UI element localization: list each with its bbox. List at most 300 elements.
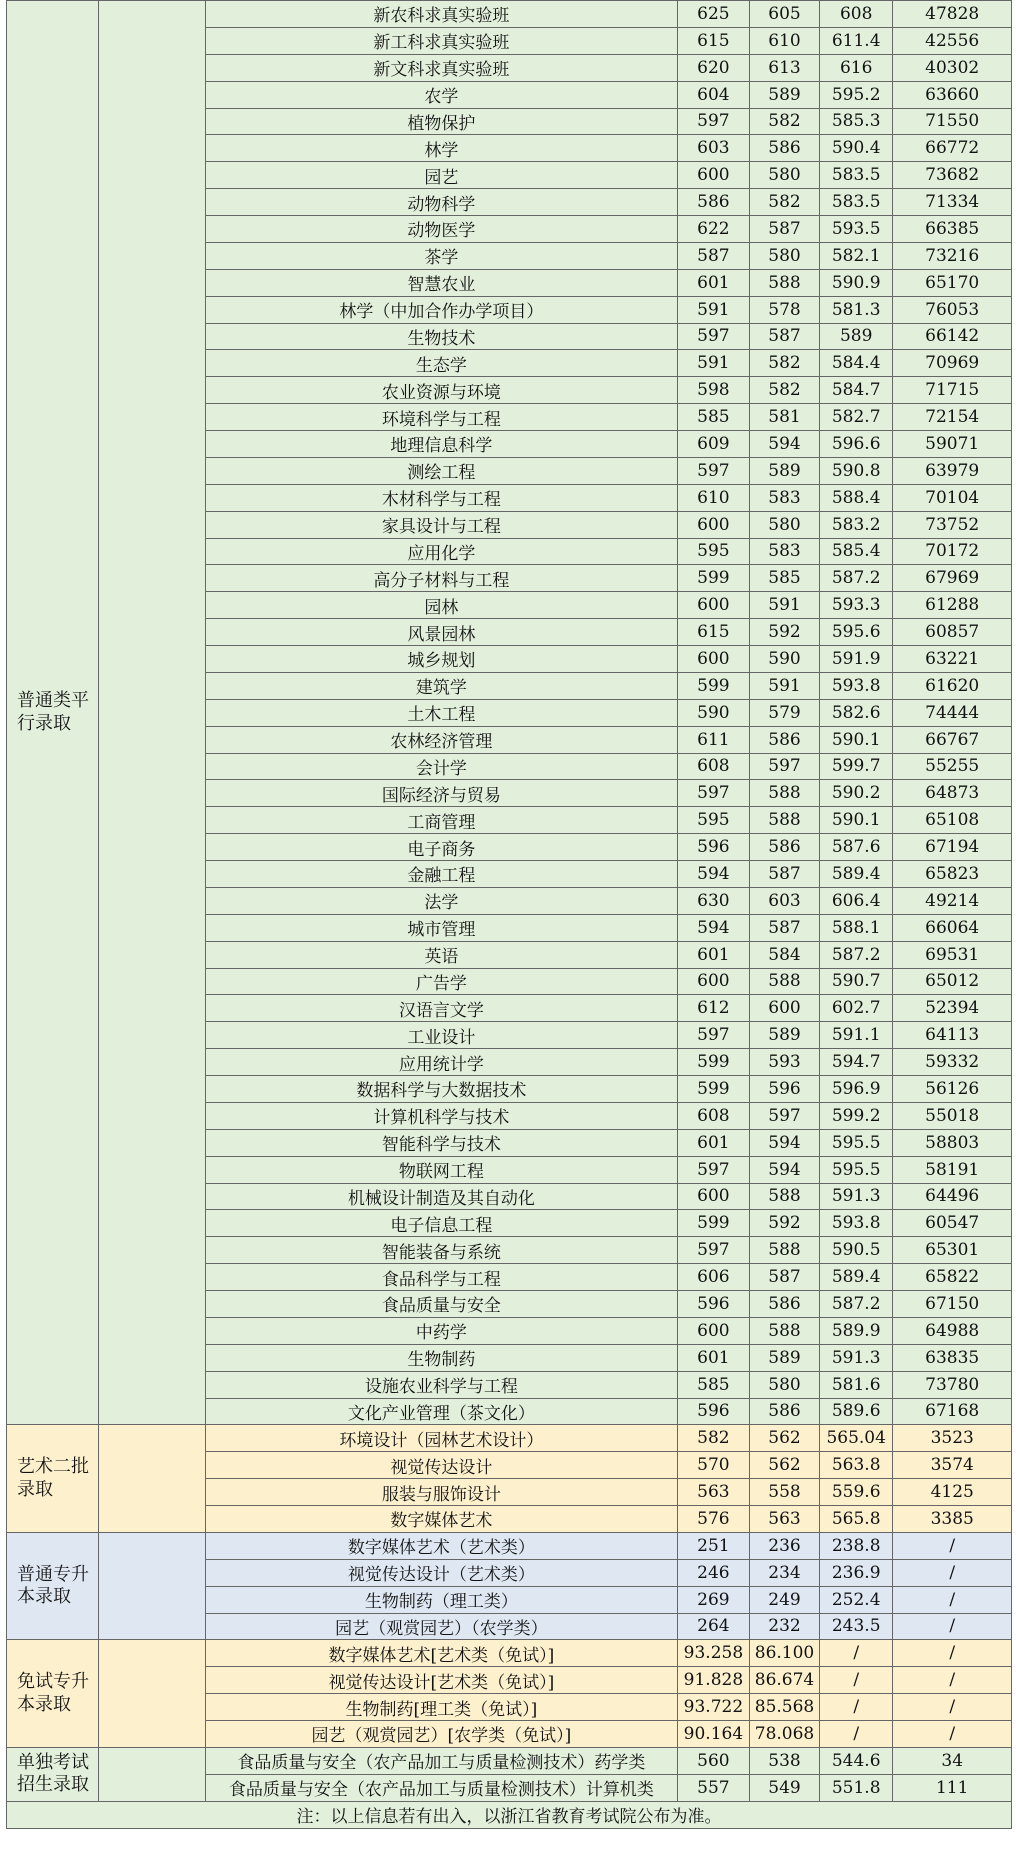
- min-score-cell: 578: [750, 296, 820, 323]
- major-cell: 食品质量与安全: [206, 1291, 678, 1318]
- major-cell: 园艺（观赏园艺）[农学类（免试）]: [206, 1721, 678, 1748]
- major-cell: 园林: [206, 592, 678, 619]
- rank-cell: 66772: [893, 135, 1012, 162]
- footnote-text: 注：以上信息若有出入，以浙江省教育考试院公布为准。: [7, 1801, 1012, 1828]
- avg-score-cell: 565.8: [819, 1506, 892, 1533]
- min-score-cell: 588: [750, 780, 820, 807]
- min-score-cell: 586: [750, 1291, 820, 1318]
- rank-cell: 72154: [893, 404, 1012, 431]
- min-score-cell: 588: [750, 968, 820, 995]
- rank-cell: 55018: [893, 1102, 1012, 1129]
- max-score-cell: 90.164: [677, 1721, 749, 1748]
- max-score-cell: 585: [677, 1371, 749, 1398]
- major-cell: 高分子材料与工程: [206, 565, 678, 592]
- major-cell: 生物技术: [206, 323, 678, 350]
- min-score-cell: 586: [750, 1398, 820, 1425]
- avg-score-cell: 583.2: [819, 511, 892, 538]
- max-score-cell: 597: [677, 108, 749, 135]
- avg-score-cell: 591.9: [819, 646, 892, 673]
- min-score-cell: 234: [750, 1559, 820, 1586]
- major-cell: 园艺（观赏园艺）（农学类）: [206, 1613, 678, 1640]
- major-cell: 设施农业科学与工程: [206, 1371, 678, 1398]
- min-score-cell: 587: [750, 323, 820, 350]
- avg-score-cell: 544.6: [819, 1747, 892, 1774]
- rank-cell: 66142: [893, 323, 1012, 350]
- max-score-cell: 603: [677, 135, 749, 162]
- min-score-cell: 562: [750, 1425, 820, 1452]
- major-cell: 农业资源与环境: [206, 377, 678, 404]
- avg-score-cell: 559.6: [819, 1479, 892, 1506]
- min-score-cell: 586: [750, 726, 820, 753]
- rank-cell: 3574: [893, 1452, 1012, 1479]
- min-score-cell: 587: [750, 914, 820, 941]
- max-score-cell: 622: [677, 216, 749, 243]
- major-cell: 英语: [206, 941, 678, 968]
- min-score-cell: 587: [750, 216, 820, 243]
- rank-cell: 69531: [893, 941, 1012, 968]
- max-score-cell: 582: [677, 1425, 749, 1452]
- max-score-cell: 246: [677, 1559, 749, 1586]
- avg-score-cell: 599.7: [819, 753, 892, 780]
- major-cell: 农林经济管理: [206, 726, 678, 753]
- min-score-cell: 597: [750, 1102, 820, 1129]
- rank-cell: 63979: [893, 457, 1012, 484]
- major-cell: 计算机科学与技术: [206, 1102, 678, 1129]
- avg-score-cell: 589.6: [819, 1398, 892, 1425]
- rank-cell: 61620: [893, 672, 1012, 699]
- rank-cell: 70172: [893, 538, 1012, 565]
- rank-cell: 4125: [893, 1479, 1012, 1506]
- avg-score-cell: 551.8: [819, 1774, 892, 1801]
- max-score-cell: 563: [677, 1479, 749, 1506]
- min-score-cell: 563: [750, 1506, 820, 1533]
- major-cell: 应用统计学: [206, 1049, 678, 1076]
- max-score-cell: 597: [677, 457, 749, 484]
- table-row: [7, 1, 1012, 28]
- avg-score-cell: 593.3: [819, 592, 892, 619]
- major-cell: 电子商务: [206, 834, 678, 861]
- min-score-cell: 582: [750, 350, 820, 377]
- avg-score-cell: 581.6: [819, 1371, 892, 1398]
- max-score-cell: 596: [677, 834, 749, 861]
- major-cell: 物联网工程: [206, 1156, 678, 1183]
- min-score-cell: 594: [750, 1129, 820, 1156]
- rank-cell: 65823: [893, 861, 1012, 888]
- avg-score-cell: 587.2: [819, 1291, 892, 1318]
- max-score-cell: 601: [677, 1344, 749, 1371]
- rank-cell: 3523: [893, 1425, 1012, 1452]
- max-score-cell: 591: [677, 296, 749, 323]
- avg-score-cell: 589.4: [819, 1264, 892, 1291]
- major-cell: 数据科学与大数据技术: [206, 1076, 678, 1103]
- min-score-cell: 586: [750, 834, 820, 861]
- max-score-cell: 610: [677, 484, 749, 511]
- rank-cell: 76053: [893, 296, 1012, 323]
- min-score-cell: 86.100: [750, 1640, 820, 1667]
- min-score-cell: 585: [750, 565, 820, 592]
- major-cell: 植物保护: [206, 108, 678, 135]
- footnote-row: [7, 1801, 1012, 1828]
- min-score-cell: 589: [750, 81, 820, 108]
- major-cell: 园艺: [206, 162, 678, 189]
- rank-cell: 111: [893, 1774, 1012, 1801]
- avg-score-cell: 591.3: [819, 1183, 892, 1210]
- max-score-cell: 597: [677, 780, 749, 807]
- rank-cell: 70104: [893, 484, 1012, 511]
- avg-score-cell: /: [819, 1721, 892, 1748]
- avg-score-cell: 581.3: [819, 296, 892, 323]
- avg-score-cell: 591.1: [819, 1022, 892, 1049]
- rank-cell: 65108: [893, 807, 1012, 834]
- max-score-cell: 601: [677, 269, 749, 296]
- rank-cell: 65170: [893, 269, 1012, 296]
- rank-cell: 66064: [893, 914, 1012, 941]
- min-score-cell: 538: [750, 1747, 820, 1774]
- major-cell: 视觉传达设计[艺术类（免试）]: [206, 1667, 678, 1694]
- max-score-cell: 93.722: [677, 1694, 749, 1721]
- max-score-cell: 606: [677, 1264, 749, 1291]
- min-score-cell: 597: [750, 753, 820, 780]
- avg-score-cell: 589.9: [819, 1317, 892, 1344]
- max-score-cell: 615: [677, 27, 749, 54]
- avg-score-cell: 594.7: [819, 1049, 892, 1076]
- max-score-cell: 600: [677, 592, 749, 619]
- max-score-cell: 570: [677, 1452, 749, 1479]
- avg-score-cell: 584.4: [819, 350, 892, 377]
- max-score-cell: 597: [677, 323, 749, 350]
- min-score-cell: 582: [750, 189, 820, 216]
- min-score-cell: 584: [750, 941, 820, 968]
- rank-cell: 42556: [893, 27, 1012, 54]
- max-score-cell: 608: [677, 1102, 749, 1129]
- rank-cell: 64496: [893, 1183, 1012, 1210]
- min-score-cell: 558: [750, 1479, 820, 1506]
- major-cell: 食品质量与安全（农产品加工与质量检测技术）计算机类: [206, 1774, 678, 1801]
- avg-score-cell: 590.4: [819, 135, 892, 162]
- max-score-cell: 557: [677, 1774, 749, 1801]
- max-score-cell: 587: [677, 242, 749, 269]
- avg-score-cell: 593.8: [819, 1210, 892, 1237]
- rank-cell: /: [893, 1586, 1012, 1613]
- rank-cell: 71550: [893, 108, 1012, 135]
- avg-score-cell: 585.4: [819, 538, 892, 565]
- min-score-cell: 562: [750, 1452, 820, 1479]
- max-score-cell: 604: [677, 81, 749, 108]
- min-score-cell: 610: [750, 27, 820, 54]
- max-score-cell: 598: [677, 377, 749, 404]
- max-score-cell: 615: [677, 619, 749, 646]
- empty-group-cell: [99, 1425, 206, 1533]
- max-score-cell: 597: [677, 1237, 749, 1264]
- rank-cell: 40302: [893, 54, 1012, 81]
- rank-cell: 67194: [893, 834, 1012, 861]
- avg-score-cell: 243.5: [819, 1613, 892, 1640]
- avg-score-cell: 611.4: [819, 27, 892, 54]
- max-score-cell: 630: [677, 887, 749, 914]
- rank-cell: /: [893, 1559, 1012, 1586]
- avg-score-cell: /: [819, 1694, 892, 1721]
- rank-cell: 55255: [893, 753, 1012, 780]
- rank-cell: 67969: [893, 565, 1012, 592]
- rank-cell: 60547: [893, 1210, 1012, 1237]
- rank-cell: 61288: [893, 592, 1012, 619]
- avg-score-cell: 588.4: [819, 484, 892, 511]
- min-score-cell: 588: [750, 269, 820, 296]
- min-score-cell: 588: [750, 1237, 820, 1264]
- max-score-cell: 93.258: [677, 1640, 749, 1667]
- category-cell: 艺术二批 录取: [7, 1425, 99, 1533]
- max-score-cell: 599: [677, 565, 749, 592]
- major-cell: 智能科学与技术: [206, 1129, 678, 1156]
- max-score-cell: 594: [677, 914, 749, 941]
- avg-score-cell: 602.7: [819, 995, 892, 1022]
- min-score-cell: 586: [750, 135, 820, 162]
- avg-score-cell: 590.1: [819, 726, 892, 753]
- max-score-cell: 591: [677, 350, 749, 377]
- min-score-cell: 600: [750, 995, 820, 1022]
- avg-score-cell: /: [819, 1640, 892, 1667]
- max-score-cell: 264: [677, 1613, 749, 1640]
- rank-cell: 67168: [893, 1398, 1012, 1425]
- min-score-cell: 580: [750, 511, 820, 538]
- min-score-cell: 582: [750, 377, 820, 404]
- min-score-cell: 580: [750, 1371, 820, 1398]
- table-row: [7, 1425, 1012, 1452]
- max-score-cell: 600: [677, 162, 749, 189]
- avg-score-cell: 582.7: [819, 404, 892, 431]
- rank-cell: 64873: [893, 780, 1012, 807]
- min-score-cell: 86.674: [750, 1667, 820, 1694]
- avg-score-cell: 590.9: [819, 269, 892, 296]
- major-cell: 会计学: [206, 753, 678, 780]
- avg-score-cell: 587.6: [819, 834, 892, 861]
- rank-cell: 58803: [893, 1129, 1012, 1156]
- rank-cell: 47828: [893, 1, 1012, 28]
- major-cell: 工商管理: [206, 807, 678, 834]
- min-score-cell: 587: [750, 861, 820, 888]
- empty-group-cell: [99, 1, 206, 1425]
- max-score-cell: 597: [677, 1022, 749, 1049]
- category-cell: 普通类平 行录取: [7, 1, 99, 1425]
- empty-group-cell: [99, 1640, 206, 1748]
- rank-cell: 66767: [893, 726, 1012, 753]
- min-score-cell: 589: [750, 1022, 820, 1049]
- max-score-cell: 625: [677, 1, 749, 28]
- major-cell: 环境科学与工程: [206, 404, 678, 431]
- max-score-cell: 560: [677, 1747, 749, 1774]
- max-score-cell: 608: [677, 753, 749, 780]
- major-cell: 工业设计: [206, 1022, 678, 1049]
- max-score-cell: 612: [677, 995, 749, 1022]
- major-cell: 视觉传达设计: [206, 1452, 678, 1479]
- rank-cell: 63221: [893, 646, 1012, 673]
- max-score-cell: 600: [677, 646, 749, 673]
- major-cell: 新农科求真实验班: [206, 1, 678, 28]
- max-score-cell: 590: [677, 699, 749, 726]
- avg-score-cell: 236.9: [819, 1559, 892, 1586]
- min-score-cell: 592: [750, 619, 820, 646]
- avg-score-cell: 563.8: [819, 1452, 892, 1479]
- major-cell: 动物科学: [206, 189, 678, 216]
- min-score-cell: 583: [750, 538, 820, 565]
- min-score-cell: 591: [750, 592, 820, 619]
- avg-score-cell: 596.9: [819, 1076, 892, 1103]
- min-score-cell: 592: [750, 1210, 820, 1237]
- min-score-cell: 580: [750, 162, 820, 189]
- min-score-cell: 594: [750, 431, 820, 458]
- rank-cell: 34: [893, 1747, 1012, 1774]
- major-cell: 食品科学与工程: [206, 1264, 678, 1291]
- max-score-cell: 269: [677, 1586, 749, 1613]
- avg-score-cell: 595.6: [819, 619, 892, 646]
- max-score-cell: 609: [677, 431, 749, 458]
- empty-group-cell: [99, 1747, 206, 1801]
- max-score-cell: 599: [677, 672, 749, 699]
- rank-cell: 59071: [893, 431, 1012, 458]
- major-cell: 广告学: [206, 968, 678, 995]
- min-score-cell: 549: [750, 1774, 820, 1801]
- rank-cell: 71715: [893, 377, 1012, 404]
- rank-cell: 66385: [893, 216, 1012, 243]
- avg-score-cell: 583.5: [819, 189, 892, 216]
- rank-cell: 65301: [893, 1237, 1012, 1264]
- rank-cell: /: [893, 1532, 1012, 1559]
- min-score-cell: 587: [750, 1264, 820, 1291]
- min-score-cell: 590: [750, 646, 820, 673]
- avg-score-cell: 252.4: [819, 1586, 892, 1613]
- min-score-cell: 603: [750, 887, 820, 914]
- min-score-cell: 596: [750, 1076, 820, 1103]
- avg-score-cell: 596.6: [819, 431, 892, 458]
- major-cell: 家具设计与工程: [206, 511, 678, 538]
- major-cell: 城乡规划: [206, 646, 678, 673]
- major-cell: 土木工程: [206, 699, 678, 726]
- major-cell: 木材科学与工程: [206, 484, 678, 511]
- avg-score-cell: 590.5: [819, 1237, 892, 1264]
- major-cell: 食品质量与安全（农产品加工与质量检测技术）药学类: [206, 1747, 678, 1774]
- rank-cell: 60857: [893, 619, 1012, 646]
- min-score-cell: 249: [750, 1586, 820, 1613]
- max-score-cell: 597: [677, 1156, 749, 1183]
- avg-score-cell: 583.5: [819, 162, 892, 189]
- max-score-cell: 599: [677, 1049, 749, 1076]
- rank-cell: 74444: [893, 699, 1012, 726]
- table-row: [7, 1532, 1012, 1559]
- min-score-cell: 589: [750, 457, 820, 484]
- avg-score-cell: 238.8: [819, 1532, 892, 1559]
- major-cell: 数字媒体艺术: [206, 1506, 678, 1533]
- major-cell: 茶学: [206, 242, 678, 269]
- min-score-cell: 588: [750, 1317, 820, 1344]
- avg-score-cell: 595.5: [819, 1129, 892, 1156]
- rank-cell: 49214: [893, 887, 1012, 914]
- table-row: [7, 1747, 1012, 1774]
- major-cell: 电子信息工程: [206, 1210, 678, 1237]
- major-cell: 动物医学: [206, 216, 678, 243]
- major-cell: 建筑学: [206, 672, 678, 699]
- max-score-cell: 600: [677, 1317, 749, 1344]
- min-score-cell: 593: [750, 1049, 820, 1076]
- min-score-cell: 579: [750, 699, 820, 726]
- major-cell: 文化产业管理（茶文化）: [206, 1398, 678, 1425]
- avg-score-cell: 590.2: [819, 780, 892, 807]
- max-score-cell: 600: [677, 968, 749, 995]
- avg-score-cell: 616: [819, 54, 892, 81]
- max-score-cell: 599: [677, 1210, 749, 1237]
- avg-score-cell: 590.8: [819, 457, 892, 484]
- major-cell: 智能装备与系统: [206, 1237, 678, 1264]
- major-cell: 数字媒体艺术[艺术类（免试）]: [206, 1640, 678, 1667]
- major-cell: 中药学: [206, 1317, 678, 1344]
- min-score-cell: 236: [750, 1532, 820, 1559]
- rank-cell: /: [893, 1694, 1012, 1721]
- major-cell: 生物制药[理工类（免试）]: [206, 1694, 678, 1721]
- max-score-cell: 601: [677, 1129, 749, 1156]
- major-cell: 生物制药: [206, 1344, 678, 1371]
- rank-cell: 65012: [893, 968, 1012, 995]
- min-score-cell: 85.568: [750, 1694, 820, 1721]
- rank-cell: 73682: [893, 162, 1012, 189]
- rank-cell: 52394: [893, 995, 1012, 1022]
- major-cell: 服装与服饰设计: [206, 1479, 678, 1506]
- major-cell: 测绘工程: [206, 457, 678, 484]
- min-score-cell: 588: [750, 1183, 820, 1210]
- rank-cell: 58191: [893, 1156, 1012, 1183]
- table-row: [7, 1640, 1012, 1667]
- major-cell: 法学: [206, 887, 678, 914]
- min-score-cell: 605: [750, 1, 820, 28]
- max-score-cell: 595: [677, 807, 749, 834]
- max-score-cell: 600: [677, 511, 749, 538]
- major-cell: 智慧农业: [206, 269, 678, 296]
- max-score-cell: 611: [677, 726, 749, 753]
- min-score-cell: 583: [750, 484, 820, 511]
- max-score-cell: 596: [677, 1291, 749, 1318]
- min-score-cell: 582: [750, 108, 820, 135]
- major-cell: 风景园林: [206, 619, 678, 646]
- major-cell: 城市管理: [206, 914, 678, 941]
- avg-score-cell: 593.8: [819, 672, 892, 699]
- avg-score-cell: 595.2: [819, 81, 892, 108]
- min-score-cell: 591: [750, 672, 820, 699]
- category-cell: 普通专升 本录取: [7, 1532, 99, 1640]
- avg-score-cell: 582.1: [819, 242, 892, 269]
- major-cell: 机械设计制造及其自动化: [206, 1183, 678, 1210]
- avg-score-cell: 587.2: [819, 565, 892, 592]
- rank-cell: 67150: [893, 1291, 1012, 1318]
- rank-cell: 56126: [893, 1076, 1012, 1103]
- rank-cell: /: [893, 1721, 1012, 1748]
- max-score-cell: 596: [677, 1398, 749, 1425]
- major-cell: 汉语言文学: [206, 995, 678, 1022]
- rank-cell: 3385: [893, 1506, 1012, 1533]
- max-score-cell: 576: [677, 1506, 749, 1533]
- max-score-cell: 620: [677, 54, 749, 81]
- avg-score-cell: 585.3: [819, 108, 892, 135]
- avg-score-cell: 589.4: [819, 861, 892, 888]
- min-score-cell: 580: [750, 242, 820, 269]
- admission-score-table: [6, 0, 1012, 1829]
- avg-score-cell: 599.2: [819, 1102, 892, 1129]
- rank-cell: 73216: [893, 242, 1012, 269]
- major-cell: 农学: [206, 81, 678, 108]
- min-score-cell: 78.068: [750, 1721, 820, 1748]
- avg-score-cell: 588.1: [819, 914, 892, 941]
- major-cell: 数字媒体艺术（艺术类）: [206, 1532, 678, 1559]
- major-cell: 新文科求真实验班: [206, 54, 678, 81]
- min-score-cell: 594: [750, 1156, 820, 1183]
- major-cell: 生态学: [206, 350, 678, 377]
